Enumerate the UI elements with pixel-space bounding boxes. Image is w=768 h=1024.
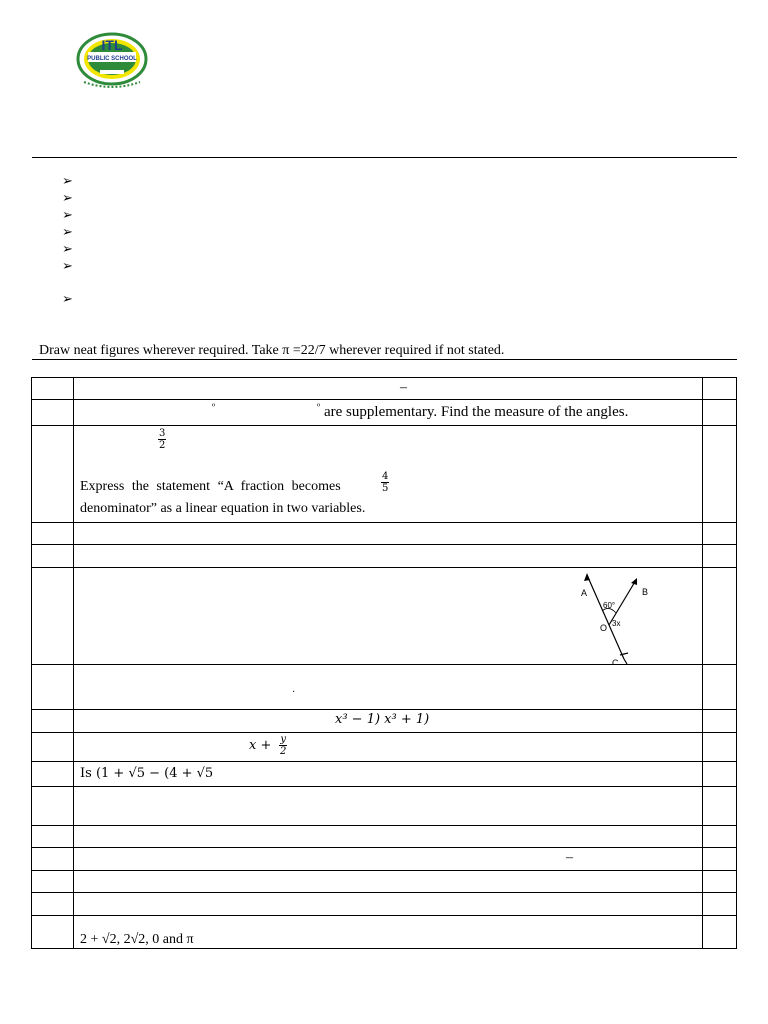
q3-fraction: $\frac{3}{2}$ xyxy=(159,428,166,451)
question-row-2 xyxy=(32,400,737,426)
question-row-5 xyxy=(32,545,737,568)
bullet-2: ➢ xyxy=(62,190,73,205)
logo-sub-text: PUBLIC SCHOOL xyxy=(87,56,137,62)
question-row-10 xyxy=(32,762,737,787)
question-table xyxy=(31,377,737,949)
fig-label-b: B xyxy=(642,587,649,597)
bullet-5: ➢ xyxy=(62,241,73,256)
school-logo xyxy=(74,32,150,88)
q2-text: are supplementary. Find the measure of the angles. xyxy=(324,404,629,420)
q9-fraction: $\frac{y}{2}$ xyxy=(280,734,287,757)
question-row-1 xyxy=(32,378,737,400)
q9-expression: x + xyxy=(249,738,272,753)
question-row-13 xyxy=(32,848,737,871)
q1-dash: – xyxy=(400,380,407,395)
question-row-7 xyxy=(32,665,737,710)
question-row-8 xyxy=(32,710,737,733)
question-row-6 xyxy=(32,568,737,665)
q8-expression: x³ − 1) x³ + 1) xyxy=(335,712,430,727)
q13-dash: – xyxy=(566,850,573,865)
fig-label-o: O xyxy=(600,623,608,633)
q3-line-1: Express the statement “A fraction becomes xyxy=(80,479,341,494)
question-row-15 xyxy=(32,893,737,916)
angle-figure xyxy=(578,571,653,665)
q3-fraction-2: $\frac{4}{5}$ xyxy=(382,471,389,494)
logo-main-text: ITL xyxy=(101,37,123,53)
question-row-11 xyxy=(32,787,737,826)
fig-label-c: C xyxy=(612,658,619,665)
bullet-7: ➢ xyxy=(62,291,73,306)
header-rule xyxy=(32,157,737,158)
instruction-rule xyxy=(32,359,737,360)
question-row-3 xyxy=(32,426,737,523)
instruction-text: Draw neat figures wherever required. Take π =22/7 wherever required if not stated. xyxy=(39,343,505,358)
question-row-4 xyxy=(32,523,737,545)
bullet-4: ➢ xyxy=(62,224,73,239)
bullet-1: ➢ xyxy=(62,173,73,188)
fig-angle-60: 60° xyxy=(603,601,616,610)
fig-label-a: A xyxy=(581,588,588,598)
question-row-12 xyxy=(32,826,737,848)
q2-degree-2: º xyxy=(317,402,321,413)
q2-degree-1: º xyxy=(212,402,216,413)
q10-text: Is (1 + √5 − (4 + √5 xyxy=(80,766,214,781)
q16-text: 2 + √2, 2√2, 0 and π xyxy=(80,932,194,947)
q3-line-2: denominator” as a linear equation in two variables. xyxy=(80,501,366,516)
fig-angle-3x: 3x xyxy=(612,619,621,628)
question-row-9 xyxy=(32,733,737,762)
question-row-16 xyxy=(32,916,737,949)
bullet-3: ➢ xyxy=(62,207,73,222)
q7-dot: · xyxy=(292,687,296,698)
bullet-6: ➢ xyxy=(62,258,73,273)
question-row-14 xyxy=(32,871,737,893)
